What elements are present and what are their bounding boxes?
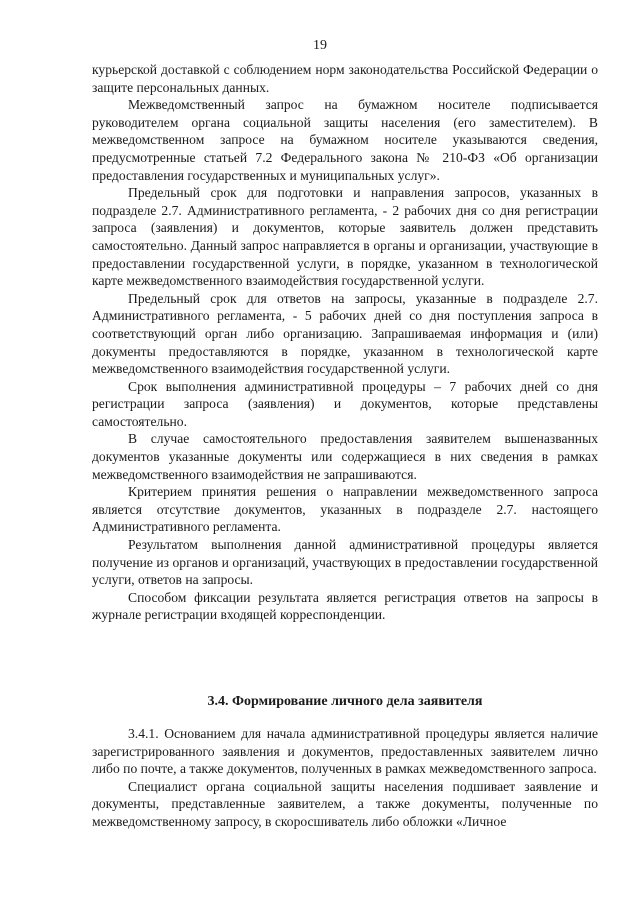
body-text	[92, 61, 598, 624]
paragraph-continuation: курьерской доставкой с соблюдением норм законодательства Российской Федерации о защите персональных данных.	[92, 62, 598, 95]
section-heading: 3.4. Формирование личного дела заявителя	[207, 694, 483, 709]
paragraph-self-submission: В случае самостоятельного предоставления заявителем вышеназванных документов указанные документы или содержащиеся в них сведения в рамках межведомственного взаимодействия не запрашиваются.	[92, 431, 598, 482]
paragraph-decision-criterion: Критерием принятия решения о направлении межведомственного запроса является отсутствие документов, указанных в подразделе 2.7. настоящего Административного регламента.	[92, 484, 598, 535]
paragraph-interagency-request-signing: Межведомственный запрос на бумажном носителе подписывается руководителем органа социальной защиты населения (его заместителем). В межведомственном запросе на бумажном носителе указываются сведения, предусмотренные статьей 7.2 Федерального закона № 210-ФЗ «Об организации предоставления государственных и муниципальных услуг».	[92, 97, 598, 183]
page-number: 19	[313, 38, 327, 53]
paragraph-procedure-duration: Срок выполнения административной процедуры – 7 рабочих дней со дня регистрации запроса (заявления) и документов, которые представлены самостоятельно.	[92, 378, 598, 429]
paragraph-result-recording: Способом фиксации результата является регистрация ответов на запросы в журнале регистрации входящей корреспонденции.	[92, 589, 598, 623]
paragraph-response-deadline: Предельный срок для ответов на запросы, указанные в подразделе 2.7. Административного регламента, - 5 рабочих дней со дня поступления запроса в соответствующий орган либо организацию. Запрашиваемая информация и (или) документы предоставляются в порядке, указанном в технологической карте межведомственного взаимодействия государственной услуги.	[92, 290, 598, 377]
paragraph-procedure-basis: 3.4.1. Основанием для начала административной процедуры является наличие зарегистрированного заявления и документов, предоставленных заявителем лично либо по почте, а также документов, полученных в рамках межведомственного запроса.	[92, 726, 598, 777]
paragraph-personal-file-assembly: Специалист органа социальной защиты населения подшивает заявление и документы, представленные заявителем, а также документы, полученные по межведомственному запросу, в скоросшиватель либо обложки «Личное	[92, 778, 598, 829]
section-personal-file	[92, 693, 598, 831]
paragraph-request-preparation-deadline: Предельный срок для подготовки и направления запросов, указанных в подразделе 2.7. Административного регламента, - 2 рабочих дня со дня регистрации запроса (заявления) и документов, которые заявитель должен представить самостоятельно. Данный запрос направляется в органы и организации, участвующие в предоставлении государственной услуги, в порядке, указанном в технологической карте межведомственного взаимодействия государственной услуги.	[92, 185, 598, 289]
paragraph-procedure-result: Результатом выполнения данной административной процедуры является получение из органов и организаций, участвующих в предоставлении государственной услуги, ответов на запросы.	[92, 537, 598, 588]
